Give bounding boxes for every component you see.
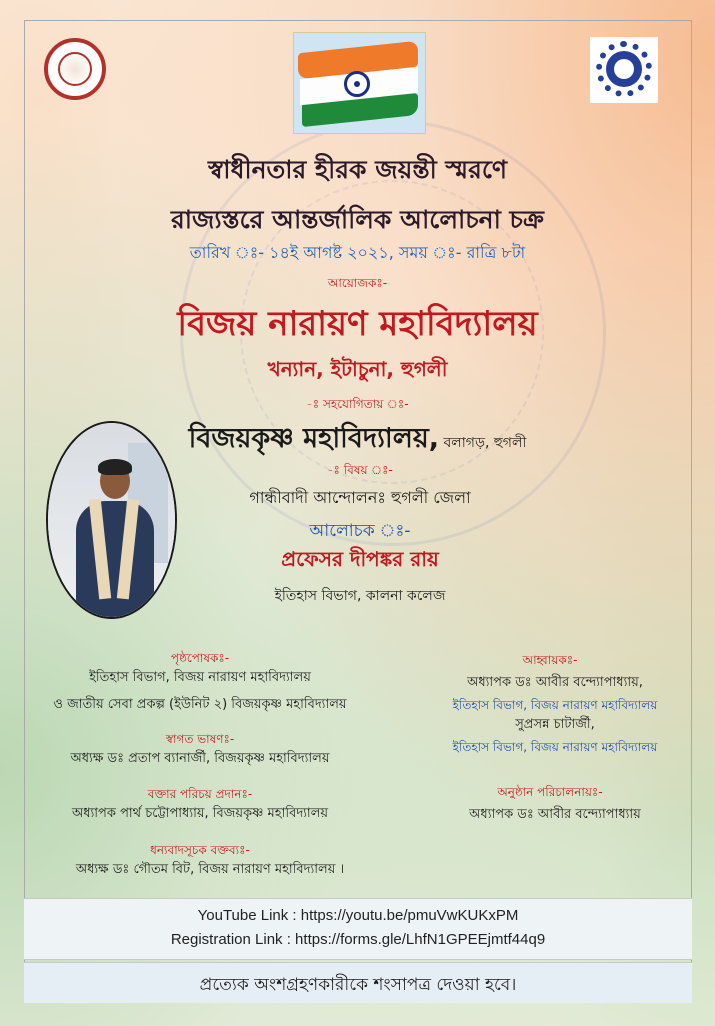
welcome-text: অধ্যক্ষ ডঃ প্রতাপ ব্যানার্জী, বিজয়কৃষ্ণ মহাবিদ্যালয় [70, 751, 330, 766]
speaker-intro-label: বক্তার পরিচয় প্রদানঃ- [147, 787, 253, 801]
registration-link[interactable]: Registration Link : https://forms.gle/LhfN1GPEEjmtf44q9 [170, 931, 546, 948]
ashoka-chakra-icon [344, 71, 370, 97]
organiser-place: খন্যান, ইটাচুনা, হুগলী [267, 357, 448, 381]
thanks-label: ধন্যবাদসূচক বক্তব্যঃ- [150, 843, 250, 857]
convener-name2: সুপ্রসন্ন চাটার্জী, [515, 717, 595, 732]
indian-flag-image [293, 32, 426, 134]
convener-label: আহ্বায়কঃ- [522, 653, 578, 667]
patron-line2: ও জাতীয় সেবা প্রকল্প (ইউনিট ২) বিজয়কৃষ্ণ মহাবিদ্যালয় [53, 697, 347, 712]
patron-label: পৃষ্ঠপোষকঃ- [170, 651, 230, 665]
patron-line1: ইতিহাস বিভাগ, বিজয় নারায়ণ মহাবিদ্যালয় [89, 670, 311, 685]
topic-text: গান্ধীবাদী আন্দোলনঃ হুগলী জেলা [249, 488, 471, 507]
event-title-line1: স্বাধীনতার হীরক জয়ন্তী স্মরণে [208, 155, 507, 184]
speaker-name: প্রফেসর দীপঙ্কর রায় [281, 547, 439, 571]
organiser-label: আয়োজকঃ- [327, 276, 388, 290]
cooperation-label: -ঃ সহযোগিতায় ঃ- [306, 397, 409, 411]
anchor-label: অনুষ্ঠান পরিচালনায়ঃ- [497, 785, 603, 799]
certificate-footer [24, 962, 692, 1003]
event-date-time: তারিখ ঃ- ১৪ই আগষ্ট ২০২১, সময় ঃ- রাত্রি ৮টা [189, 243, 526, 262]
certificate-note: প্রত্যেক অংশগ্রহণকারীকে শংসাপত্র দেওয়া হবে। [199, 975, 517, 995]
speaker-label: আলোচক ঃ- [309, 521, 411, 541]
youtube-link[interactable]: YouTube Link : https://youtu.be/pmuVwKUKxPM [197, 907, 519, 924]
anchor-text: অধ্যাপক ডঃ আবীর বন্দ্যোপাধ্যায় [469, 807, 641, 822]
convener-dept1: ইতিহাস বিভাগ, বিজয় নারায়ণ মহাবিদ্যালয় [452, 698, 658, 712]
event-title-line2: রাজ্যস্তরে আন্তর্জালিক আলোচনা চক্র [171, 205, 544, 234]
organiser-college: বিজয় নারায়ণ মহাবিদ্যালয় [177, 304, 538, 344]
institution-gear-logo [590, 37, 658, 103]
thanks-text: অধ্যক্ষ ডঃ গৌতম বিট, বিজয় নারায়ণ মহাবিদ্যালয় । [75, 862, 345, 877]
cooperation-place: বলাগড়, হুগলী [439, 435, 527, 451]
speaker-photo [46, 421, 177, 619]
links-section [24, 898, 692, 960]
convener-name1: অধ্যাপক ডঃ আবীর বন্দ্যোপাধ্যায়, [467, 675, 643, 690]
speaker-intro-text: অধ্যাপক পার্থ চট্টোপাধ্যায়, বিজয়কৃষ্ণ মহাবিদ্যালয় [71, 806, 329, 821]
speaker-dept: ইতিহাস বিভাগ, কালনা কলেজ [274, 588, 446, 604]
cooperation-college: বিজয়কৃষ্ণ মহাবিদ্যালয়, [188, 423, 440, 454]
topic-label: -ঃ বিষয় ঃ- [327, 463, 393, 477]
seal-emblem-icon [58, 52, 92, 86]
college-seal-logo [44, 38, 106, 100]
convener-dept2: ইতিহাস বিভাগ, বিজয় নারায়ণ মহাবিদ্যালয় [452, 740, 658, 754]
welcome-label: স্বাগত ভাষণঃ- [165, 732, 235, 746]
